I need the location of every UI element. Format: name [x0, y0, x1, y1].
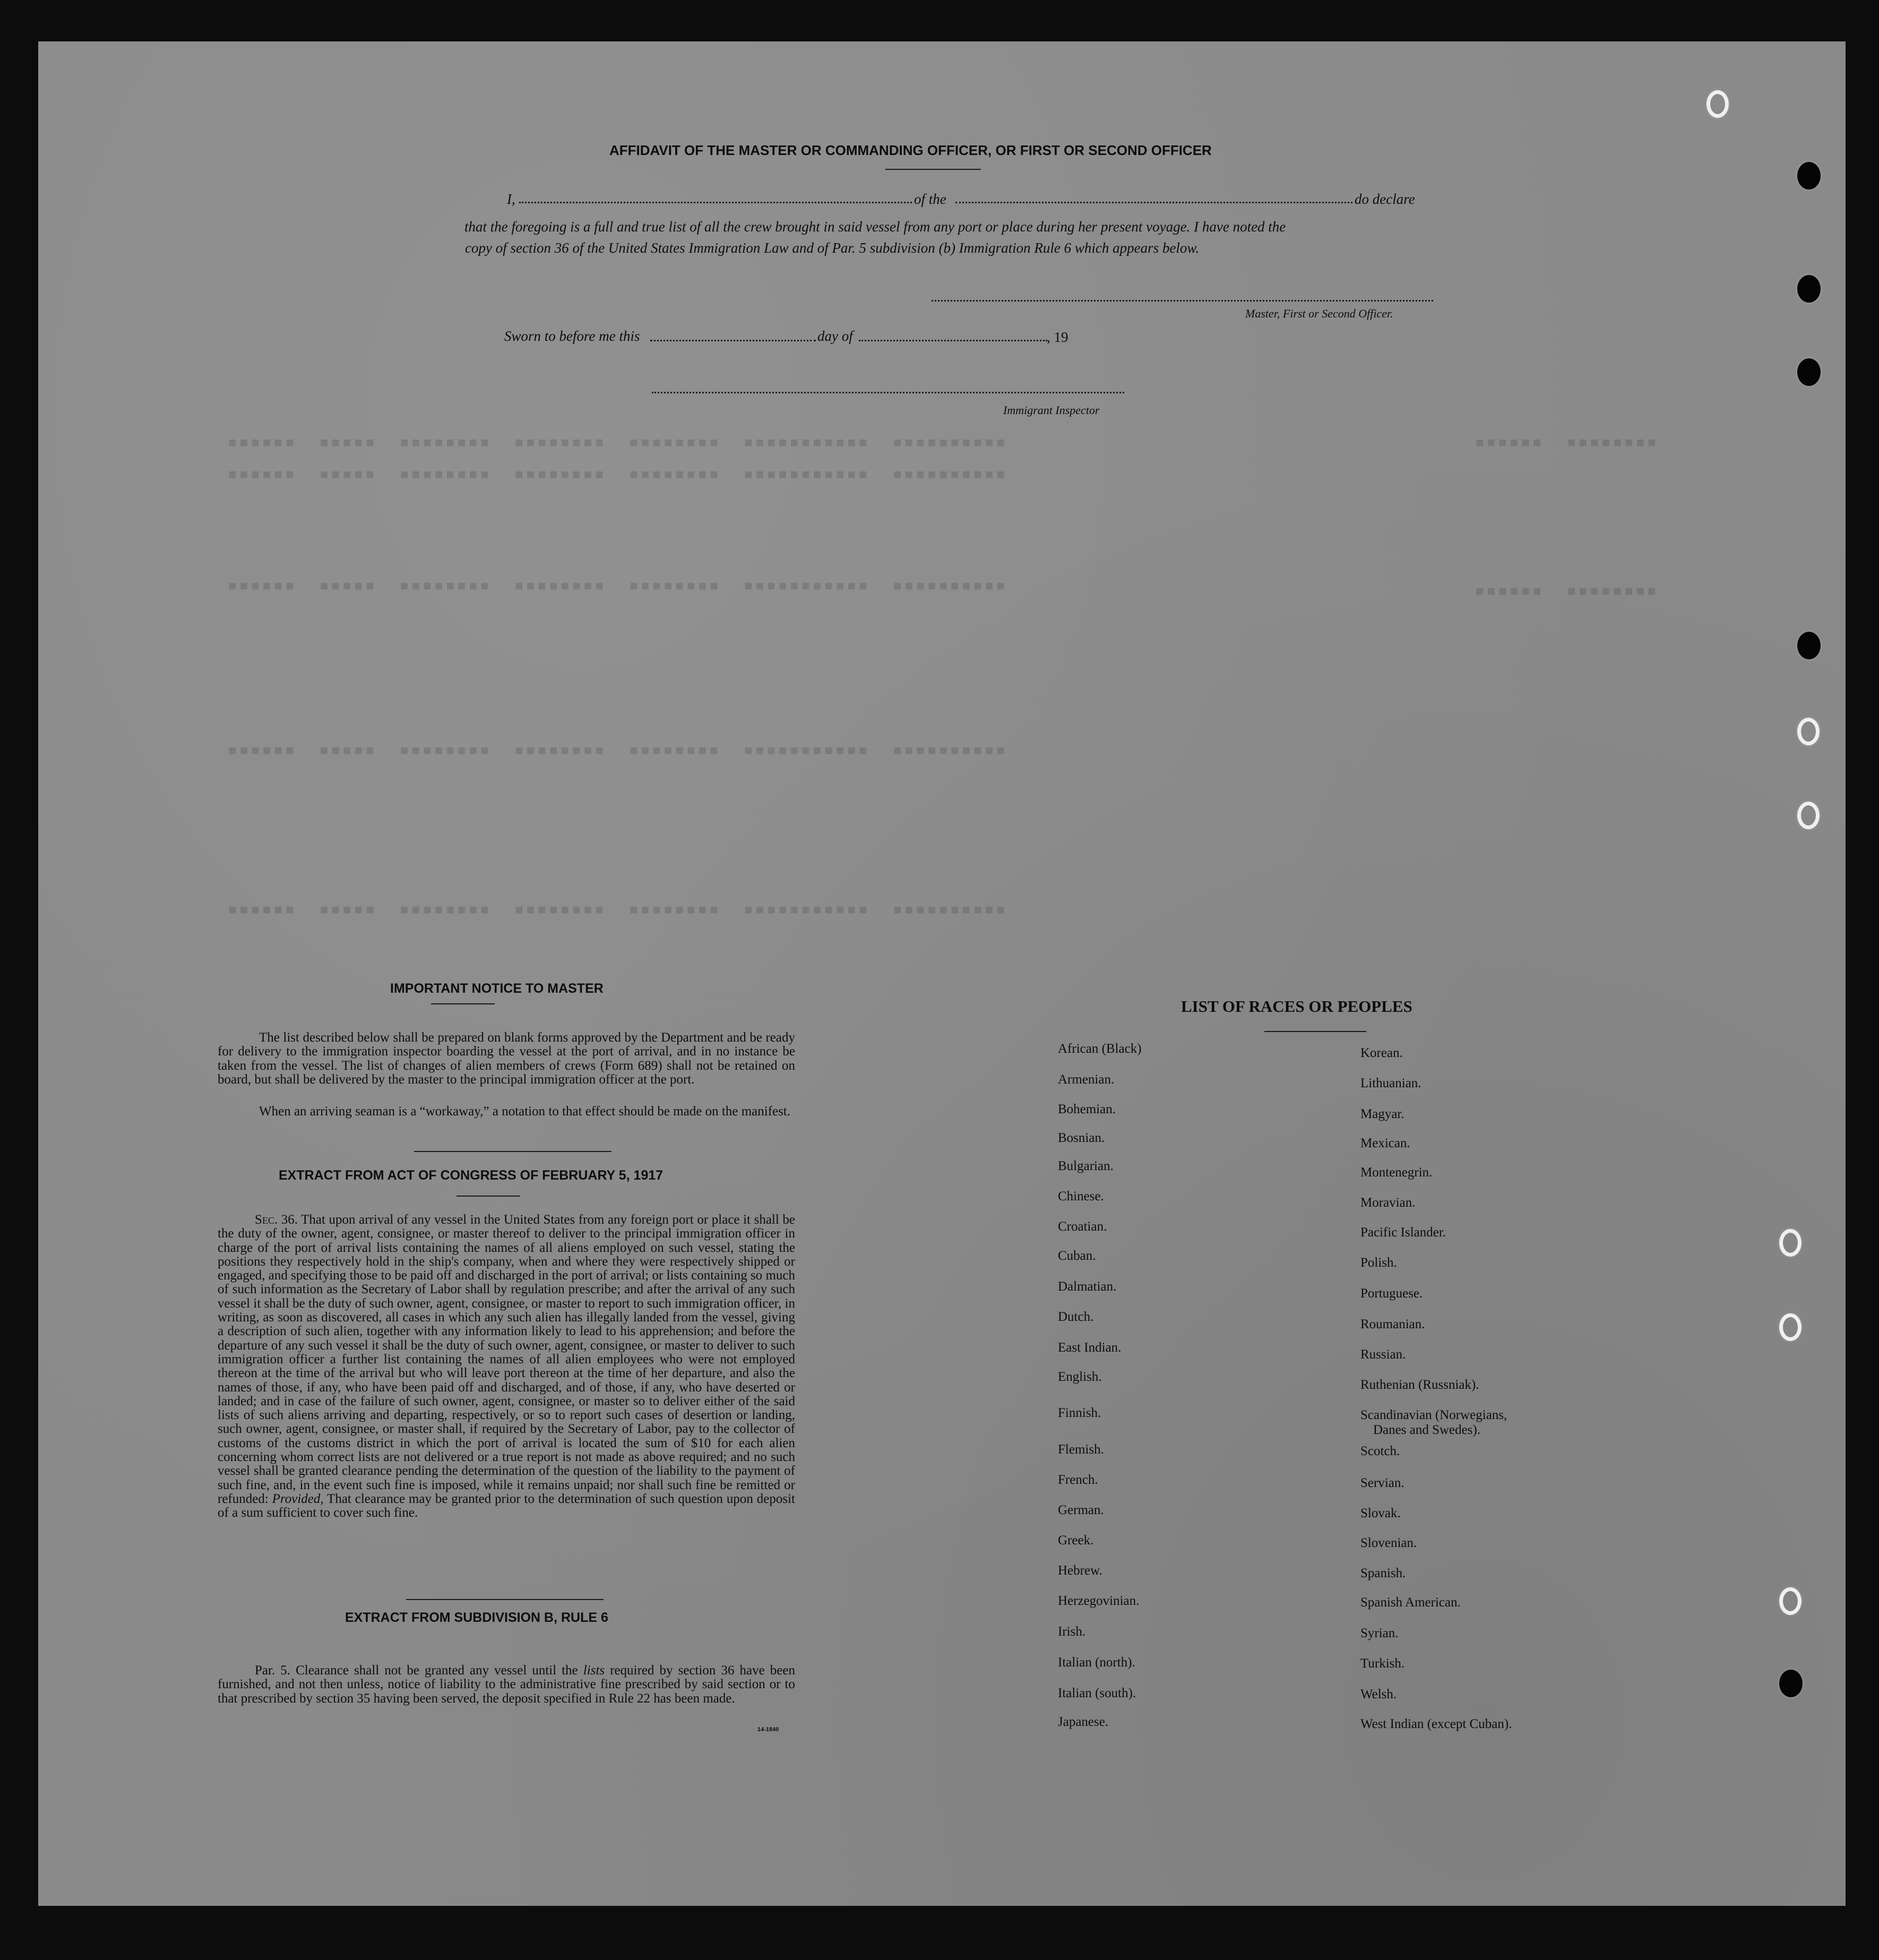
declare-suffix: do declare [1355, 191, 1415, 207]
rule-title: EXTRACT FROM SUBDIVISION B, RULE 6 [345, 1610, 608, 1625]
race-item: French. [1058, 1473, 1098, 1487]
race-item: African (Black) [1058, 1042, 1142, 1056]
notice-body-2 [218, 1105, 795, 1119]
notice-title: IMPORTANT NOTICE TO MASTER [390, 981, 604, 996]
race-item: Portuguese. [1360, 1286, 1423, 1301]
rule-lists-word: lists [583, 1663, 605, 1678]
punch-hole-icon [1779, 1670, 1803, 1697]
race-item: Japanese. [1058, 1715, 1109, 1729]
race-item: Mexican. [1360, 1136, 1410, 1150]
sworn-day-field[interactable] [650, 340, 816, 341]
act-underline [456, 1196, 520, 1197]
rule-body-text-end: required by section 36 have been furnished, and not then unless, notice of liability to the administrative fine prescribed by said section or to that prescribed by section 35 having been served, the deposit specified in Rule 22 has been made. [218, 1663, 795, 1706]
race-item: Moravian. [1360, 1196, 1416, 1210]
race-item: Russian. [1360, 1347, 1406, 1362]
act-title: EXTRACT FROM ACT OF CONGRESS OF FEBRUARY 5, 1917 [279, 1168, 663, 1183]
race-item: Finnish. [1058, 1406, 1101, 1420]
inspector-signature-field[interactable] [652, 392, 1124, 393]
declarant-name-field[interactable] [519, 202, 912, 203]
notice-underline [431, 1003, 495, 1004]
punch-hole-icon [1779, 1587, 1802, 1615]
race-item: Welsh. [1360, 1687, 1397, 1701]
notice-body [218, 1031, 795, 1087]
race-item: English. [1058, 1370, 1102, 1384]
punch-hole-icon [1797, 802, 1820, 829]
bleed-through-texture: ■■■■■■ ■■■■■ ■■■■■■■■ ■■■■■■■■ ■■■■■■■■ ■■■■■■■■■■■ ■■■■■■■■■■ [228, 467, 1008, 483]
races-title: LIST OF RACES OR PEOPLES [1181, 997, 1412, 1016]
act-body-text-end: That clearance may be granted prior to the determination of such question upon deposit of a sum sufficient to cover such fine. [218, 1491, 795, 1520]
race-item: Slovak. [1360, 1506, 1401, 1520]
race-item: Bosnian. [1058, 1131, 1105, 1145]
race-item: Scandinavian (Norwegians, [1360, 1408, 1507, 1422]
vessel-name-field[interactable] [955, 202, 1352, 203]
master-signature-field[interactable] [932, 300, 1433, 302]
inspector-caption: Immigrant Inspector [1003, 403, 1100, 417]
bleed-through-texture: ■■■■■■ ■■■■■ ■■■■■■■■ ■■■■■■■■ ■■■■■■■■ ■■■■■■■■■■■ ■■■■■■■■■■ [228, 743, 1008, 759]
race-item: Hebrew. [1058, 1563, 1102, 1578]
punch-hole-icon [1797, 275, 1821, 303]
race-item: Italian (south). [1058, 1686, 1136, 1700]
document-sheet [38, 41, 1846, 1906]
punch-hole-icon [1706, 90, 1729, 118]
act-body-text: That upon arrival of any vessel in the United States from any foreign port or place it shall be the duty of the owner, agent, consignee, or master thereof to deliver to the principal immigration officer in charge of the port of arrival lists containing the names of all aliens employed on such vessel, stating the positions they respectively hold in the ship's company, when and where they were respectively shipped or engaged, and specifying those to be paid off and discharged in the port of arrival; or lists containing so much of such information as the Secretary of Labor shall by regulation prescribe; and after the arrival of any such vessel it shall be the duty of such owner, agent, consignee, or master to report to such immigration officer, in writing, as soon as discovered, all cases in which any such alien has illegally landed from the vessel, giving a description of such alien, together with any information likely to lead to his apprehension; and before the departure of any such vessel it shall be the duty of such owner, agent, consignee, or master to deliver to such immigration officer a further list containing the names of all alien employees who were not employed thereon at the time of the arrival but who will leave port thereon at the time of her departure, and also the names of those, if any, who have been paid off and discharged, and of those, if any, who have deserted or landed; and in case of the failure of such owner, agent, consignee, or master so to deliver either of the said lists of such aliens arriving and departing, respectively, or so to report such cases of desertion or landing, such owner, agent, consignee, or master shall, if required by the Secretary of Labor, pay to the collector of customs of the customs district in which the port of arrival is located the sum of $10 for each alien concerning whom correct lists are not delivered or a true report is not made as above required; and no such vessel shall be granted clearance pending the determination of the question of the liability to the payment of such fine, and, in the event such fine is imposed, while it remains unpaid; nor shall such fine be remitted or refunded: [218, 1213, 795, 1506]
race-item: Korean. [1360, 1046, 1403, 1060]
race-item: Syrian. [1360, 1626, 1399, 1640]
race-item: Chinese. [1058, 1189, 1104, 1203]
sworn-prefix: Sworn to before me this [504, 328, 640, 344]
affidavit-line-3: copy of section 36 of the United States Immigration Law and of Par. 5 subdivision (b) Immigration Rule 6 which appears below. [465, 240, 1200, 256]
race-item: Spanish American. [1360, 1595, 1461, 1610]
race-item: East Indian. [1058, 1340, 1122, 1355]
race-item: Turkish. [1360, 1656, 1405, 1671]
race-item: Roumanian. [1360, 1317, 1425, 1331]
race-item: Croatian. [1058, 1219, 1107, 1234]
race-item: Irish. [1058, 1624, 1086, 1639]
affidavit-title: AFFIDAVIT OF THE MASTER OR COMMANDING OFFICER, OR FIRST OR SECOND OFFICER [609, 142, 1212, 158]
race-item: Spanish. [1360, 1566, 1406, 1580]
section-divider [406, 1599, 604, 1600]
notice-paragraph-1: The list described below shall be prepared on blank forms approved by the Department and be ready for delivery to the immigration inspector boarding the vessel at the port of arrival, and in no instance be taken from the vessel. The list of changes of alien members of crews (Form 689) shall not be retained on board, but shall be delivered by the master to the principal immigration officer at the port. [218, 1030, 795, 1087]
race-item: German. [1058, 1503, 1104, 1517]
punch-hole-icon [1779, 1229, 1802, 1257]
vessel-prefix: of the [914, 191, 946, 207]
race-item: Bulgarian. [1058, 1159, 1114, 1173]
race-item: Dutch. [1058, 1310, 1094, 1324]
sworn-dayof-label: day of [817, 328, 853, 344]
rule-body [218, 1664, 795, 1706]
form-number: 14-1840 [757, 1726, 779, 1733]
race-item: Flemish. [1058, 1442, 1104, 1457]
signature-caption: Master, First or Second Officer. [1245, 307, 1393, 320]
race-item: Armenian. [1058, 1072, 1115, 1087]
section-divider [414, 1151, 611, 1152]
punch-hole-icon [1797, 358, 1821, 386]
sworn-year-label: , 19 [1047, 329, 1068, 345]
race-item: Slovenian. [1360, 1536, 1417, 1550]
race-item: Italian (north). [1058, 1655, 1135, 1670]
notice-paragraph-2: When an arriving seaman is a “workaway,” a notation to that effect should be made on the manifest. [259, 1104, 791, 1119]
affidavit-line-2: that the foregoing is a full and true list of all the crew brought in said vessel from any port or place during her present voyage. I have noted the [464, 219, 1286, 235]
rule-body-text: Par. 5. Clearance shall not be granted any vessel until the [255, 1663, 578, 1678]
declarant-prefix: I, [507, 191, 515, 207]
race-item: Cuban. [1058, 1249, 1096, 1263]
race-item: Herzegovinian. [1058, 1594, 1140, 1608]
act-section-label: Sec. 36. [255, 1213, 298, 1227]
race-item: Polish. [1360, 1256, 1397, 1270]
race-item: Greek. [1058, 1533, 1094, 1548]
race-item: Servian. [1360, 1476, 1404, 1490]
sworn-month-field[interactable] [859, 340, 1047, 341]
race-item: Pacific Islander. [1360, 1225, 1446, 1240]
race-item: Lithuanian. [1360, 1076, 1421, 1090]
bleed-through-texture: ■■■■■■ ■■■■■■■■ [1476, 584, 1659, 600]
race-item: Bohemian. [1058, 1102, 1116, 1116]
race-item: Ruthenian (Russniak). [1360, 1378, 1479, 1392]
race-item: West Indian (except Cuban). [1360, 1717, 1512, 1731]
bleed-through-texture: ■■■■■■ ■■■■■ ■■■■■■■■ ■■■■■■■■ ■■■■■■■■ ■■■■■■■■■■■ ■■■■■■■■■■ [228, 579, 1008, 595]
race-item: Montenegrin. [1360, 1165, 1433, 1180]
punch-hole-icon [1797, 632, 1821, 659]
race-item: Magyar. [1360, 1107, 1404, 1121]
race-item: Dalmatian. [1058, 1279, 1117, 1294]
race-item: Scotch. [1360, 1444, 1400, 1458]
bleed-through-texture: ■■■■■■ ■■■■■■■■ [1476, 435, 1659, 451]
punch-hole-icon [1797, 162, 1821, 190]
bleed-through-texture: ■■■■■■ ■■■■■ ■■■■■■■■ ■■■■■■■■ ■■■■■■■■ ■■■■■■■■■■■ ■■■■■■■■■■ [228, 435, 1008, 451]
races-underline [1264, 1031, 1366, 1032]
bleed-through-texture: ■■■■■■ ■■■■■ ■■■■■■■■ ■■■■■■■■ ■■■■■■■■ ■■■■■■■■■■■ ■■■■■■■■■■ [228, 902, 1008, 918]
punch-hole-icon [1779, 1313, 1802, 1341]
punch-hole-icon [1797, 718, 1820, 745]
title-underline [885, 169, 981, 170]
act-body [218, 1213, 795, 1520]
race-item: Danes and Swedes). [1373, 1423, 1481, 1437]
act-provided-word: Provided, [272, 1491, 324, 1506]
